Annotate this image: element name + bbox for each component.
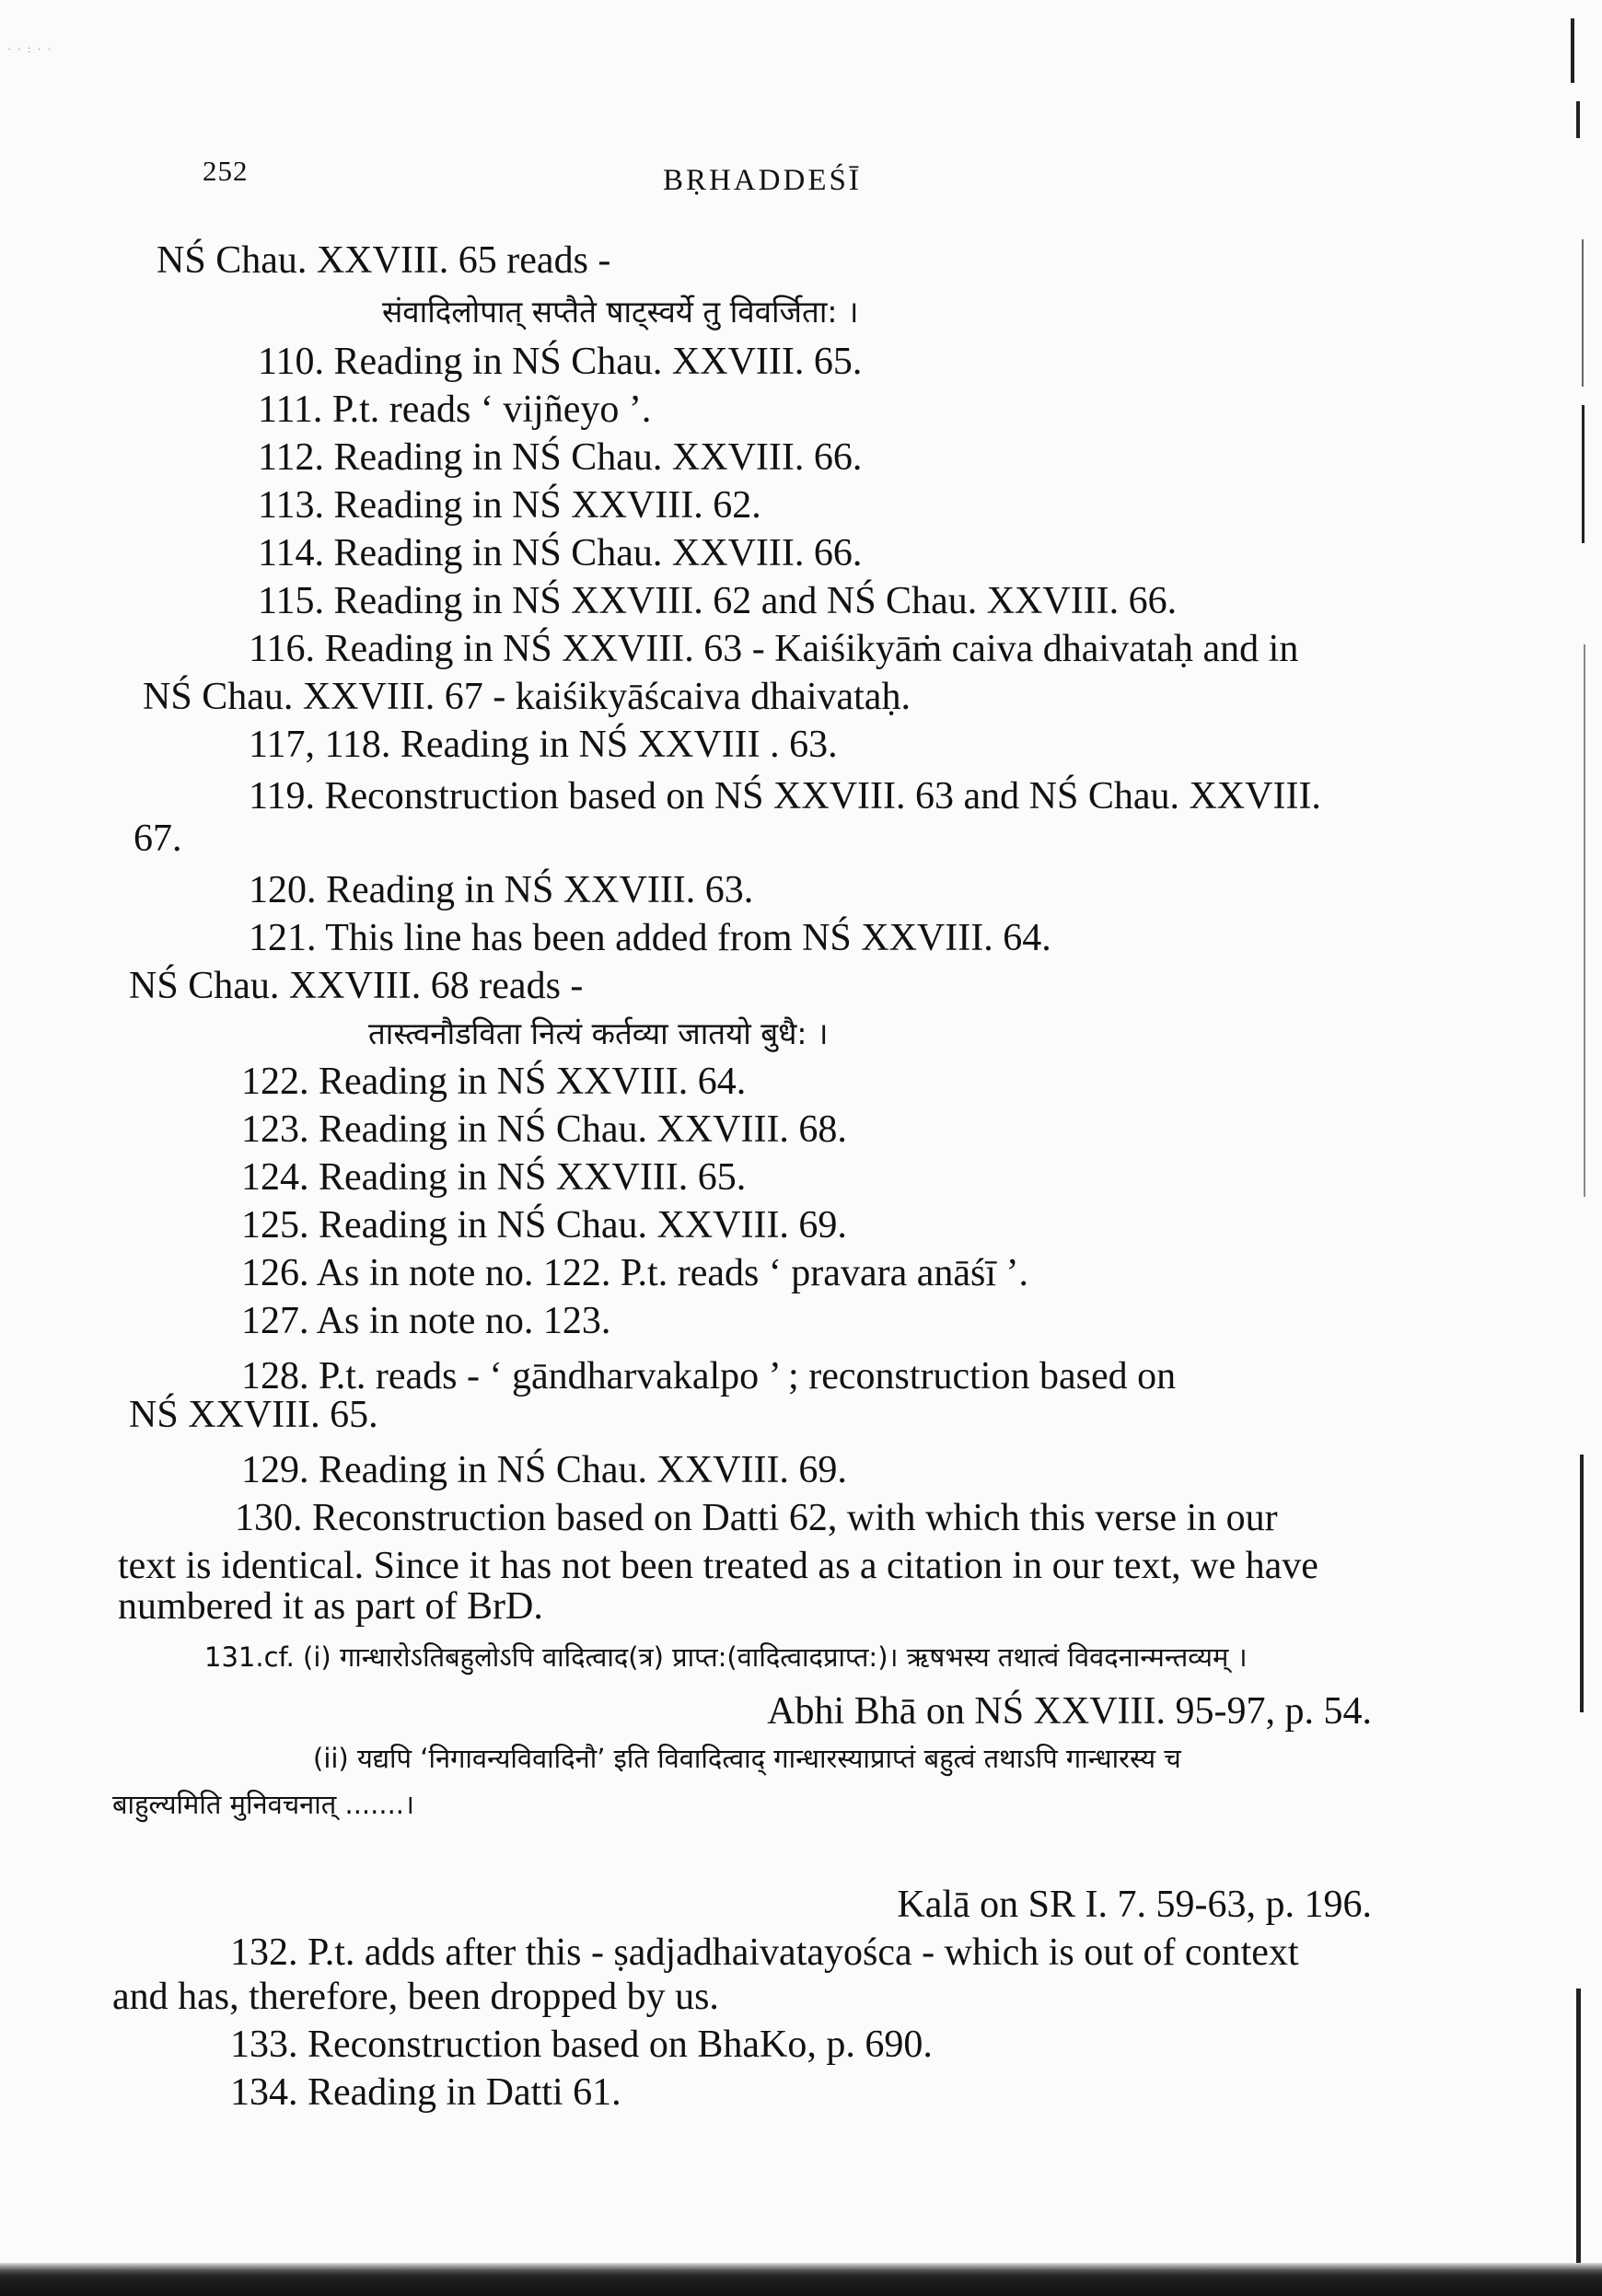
note-119-cont: 67. (134, 818, 182, 860)
note-132: 132. P.t. adds after this - ṣadjadhaivatayośca - which is out of context (230, 1931, 1299, 1974)
scan-edge-mark (1582, 405, 1585, 543)
note-131-ii: (ii) यद्यपि ‘निगावन्यविवादिनौ’ इति विवादित्वाद् गान्धारस्याप्राप्तं बहुत्वं तथाऽपि गान्धारस्य च (313, 1743, 1181, 1774)
note-113: 113. Reading in NŚ XXVIII. 62. (258, 484, 761, 527)
note-130-cont: text is identical. Since it has not been treated as a citation in our text, we have (118, 1545, 1318, 1587)
note-116: 116. Reading in NŚ XXVIII. 63 - Kaiśikyāṁ caiva dhaivataḥ and in (249, 628, 1299, 670)
scan-edge-mark (1576, 1989, 1581, 2265)
note-132-cont: and has, therefore, been dropped by us. (112, 1976, 719, 2018)
note-124: 124. Reading in NŚ XXVIII. 65. (241, 1156, 747, 1199)
note-128-cont: NŚ XXVIII. 65. (129, 1394, 378, 1436)
page-number: 252 (203, 155, 249, 187)
scan-edge-mark (1582, 239, 1584, 387)
note-123: 123. Reading in NŚ Chau. XXVIII. 68. (241, 1108, 847, 1151)
note-131: 131.cf. (i) गान्धारोऽतिबहुलोऽपि वादित्वाद(त्र) प्राप्त:(वादित्वादप्राप्त:)। ऋषभस्य तथात्वं विवदनान्मन्तव्यम् । (204, 1641, 1248, 1673)
note-114: 114. Reading in NŚ Chau. XXVIII. 66. (258, 532, 863, 574)
note-110: 110. Reading in NŚ Chau. XXVIII. 65. (258, 341, 863, 383)
note-134: 134. Reading in Datti 61. (230, 2071, 621, 2114)
note-122: 122. Reading in NŚ XXVIII. 64. (241, 1061, 747, 1103)
text-line: NŚ Chau. XXVIII. 68 reads - (129, 965, 584, 1007)
note-128: 128. P.t. reads - ‘ gāndharvakalpo ’ ; reconstruction based on (241, 1355, 1177, 1397)
scan-edge-mark (1580, 1455, 1584, 1712)
note-130: 130. Reconstruction based on Datti 62, with which this verse in our (235, 1497, 1278, 1539)
note-127: 127. As in note no. 123. (241, 1300, 611, 1342)
note-129: 129. Reading in NŚ Chau. XXVIII. 69. (241, 1449, 847, 1491)
note-126: 126. As in note no. 122. P.t. reads ‘ pravara anāśī ’. (241, 1252, 1028, 1294)
text-line: NŚ Chau. XXVIII. 65 reads - (157, 239, 611, 282)
note-117-118: 117, 118. Reading in NŚ XXVIII . 63. (249, 724, 838, 766)
note-125: 125. Reading in NŚ Chau. XXVIII. 69. (241, 1204, 847, 1247)
sanskrit-verse: संवादिलोपात् सप्तैते षाट्स्वर्ये तु विवर्जिता: । (382, 294, 859, 330)
note-116-cont: NŚ Chau. XXVIII. 67 - kaiśikyāścaiva dhaivataḥ. (143, 676, 911, 718)
note-120: 120. Reading in NŚ XXVIII. 63. (249, 869, 754, 911)
sanskrit-verse: तास्त्वनौडविता नित्यं कर्तव्या जातयो बुधै: । (368, 1015, 829, 1051)
scan-edge-mark (1571, 18, 1574, 83)
note-111: 111. P.t. reads ‘ vijñeyo ’. (258, 388, 652, 431)
note-131-ii-cont: बाहुल्यमिति मुनिवचनात् .......। (112, 1789, 415, 1820)
citation-source: Kalā on SR I. 7. 59-63, p. 196. (897, 1884, 1372, 1926)
note-115: 115. Reading in NŚ XXVIII. 62 and NŚ Chau. XXVIII. 66. (258, 580, 1178, 622)
note-133: 133. Reconstruction based on BhaKo, p. 690. (230, 2023, 933, 2066)
scan-bottom-edge (0, 2263, 1602, 2296)
note-121: 121. This line has been added from NŚ XXVIII. 64. (249, 917, 1051, 959)
note-112: 112. Reading in NŚ Chau. XXVIII. 66. (258, 436, 863, 479)
note-119: 119. Reconstruction based on NŚ XXVIII. 63 and NŚ Chau. XXVIII. (249, 775, 1321, 818)
running-title: BṚHADDEŚĪ (663, 164, 862, 197)
scan-edge-mark (1576, 101, 1580, 138)
citation-source: Abhi Bhā on NŚ XXVIII. 95-97, p. 54. (767, 1690, 1372, 1733)
note-130-cont: numbered it as part of BrD. (118, 1585, 543, 1628)
scan-edge-mark (1584, 644, 1585, 1197)
scan-specks: · · : · · (7, 42, 53, 55)
